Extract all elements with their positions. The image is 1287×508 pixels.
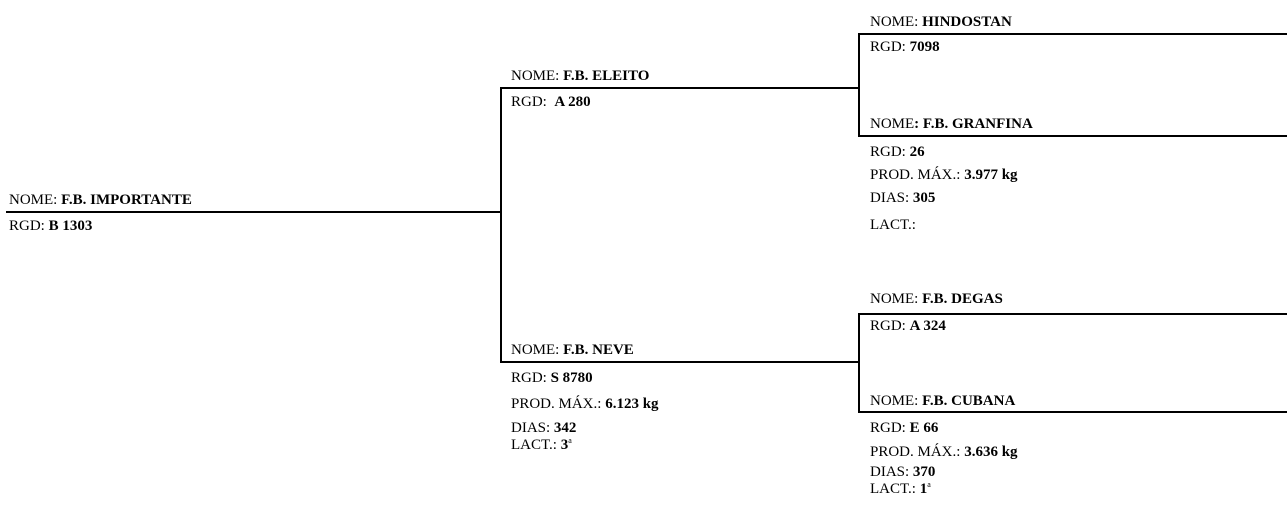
sire-sire-rgd [870,38,940,56]
nome-label: NOME: [870,393,923,409]
dam-name [511,341,634,359]
sire-dam-name-value: F.B. GRANFINA [922,116,1033,132]
dam-prod [511,395,659,413]
sire-sire-line [858,33,1287,35]
nome-label: NOME: [511,342,564,358]
lact-label: LACT.: [870,481,920,497]
dam-dam-name [870,392,1015,410]
dam-sire-rgd-value: A 324 [909,318,946,334]
dam-dam-rgd-value: E 66 [909,420,939,436]
animal-rgd [9,217,92,235]
animal-name [9,191,192,209]
sire-rgd-value: A 280 [554,94,591,110]
dam-dam-dias [870,463,935,481]
animal-line [6,211,502,213]
sire-dam-rgd-value: 26 [909,144,925,160]
sire-rgd [511,93,591,111]
sire-dam-lact [870,216,916,234]
sire-dam-rgd [870,143,925,161]
dam-dam-rgd [870,419,938,437]
dam-dam-lact-value: 1 [919,481,928,497]
ordinal-indicator: a [927,480,931,489]
nome-label: NOME: [870,14,923,30]
dam-sire-line [858,313,1287,315]
dam-rgd-value: S 8780 [550,370,593,386]
dam-rgd [511,369,593,387]
dias-label: DIAS: [870,464,913,480]
dias-label: DIAS: [870,190,913,206]
dam-sire-name-value: F.B. DEGAS [922,291,1003,307]
nome-label: NOME: [9,192,62,208]
rgd-label: RGD: [511,370,551,386]
dam-lact-value: 3 [560,437,569,453]
prod-label: PROD. MÁX.: [870,444,965,460]
sire-name [511,67,649,85]
sire-dam-dias-value: 305 [912,190,936,206]
rgd-label: RGD: [511,94,555,110]
dam-line [500,361,860,363]
dam-bracket [858,313,860,413]
dam-dam-line [858,411,1287,413]
rgd-label: RGD: [870,39,910,55]
lact-label: LACT.: [511,437,561,453]
rgd-label: RGD: [870,420,910,436]
ordinal-indicator: a [568,436,572,445]
dam-lact [511,436,572,454]
sire-line [500,87,860,89]
animal-rgd-value: B 1303 [48,218,93,234]
dam-name-value: F.B. NEVE [563,342,634,358]
dam-dias [511,419,576,437]
dam-prod-value: 6.123 kg [605,396,659,412]
dam-dam-name-value: F.B. CUBANA [922,393,1016,409]
sire-bracket [858,33,860,137]
parents-bracket [500,87,502,363]
prod-label: PROD. MÁX.: [511,396,606,412]
sire-dam-name [870,115,1033,133]
rgd-label: RGD: [9,218,49,234]
lact-label: LACT.: [870,217,916,233]
dias-label: DIAS: [511,420,554,436]
dam-dam-prod-value: 3.636 kg [964,444,1018,460]
prod-label: PROD. MÁX.: [870,167,965,183]
rgd-label: RGD: [870,144,910,160]
sire-dam-prod-value: 3.977 kg [964,167,1018,183]
sire-dam-dias [870,189,935,207]
dam-dam-prod [870,443,1018,461]
sire-sire-name [870,13,1012,31]
sire-sire-name-value: HINDOSTAN [922,14,1012,30]
sire-name-value: F.B. ELEITO [563,68,650,84]
dam-sire-rgd [870,317,946,335]
sire-dam-line [858,135,1287,137]
animal-name-value: F.B. IMPORTANTE [61,192,192,208]
nome-label: NOME: [511,68,564,84]
nome-colon: : [914,116,923,132]
sire-sire-rgd-value: 7098 [909,39,940,55]
dam-dias-value: 342 [553,420,577,436]
dam-dam-lact [870,480,931,498]
nome-label: NOME: [870,291,923,307]
dam-dam-dias-value: 370 [912,464,936,480]
sire-dam-prod [870,166,1018,184]
dam-sire-name [870,290,1003,308]
nome-label: NOME [870,116,915,132]
rgd-label: RGD: [870,318,910,334]
